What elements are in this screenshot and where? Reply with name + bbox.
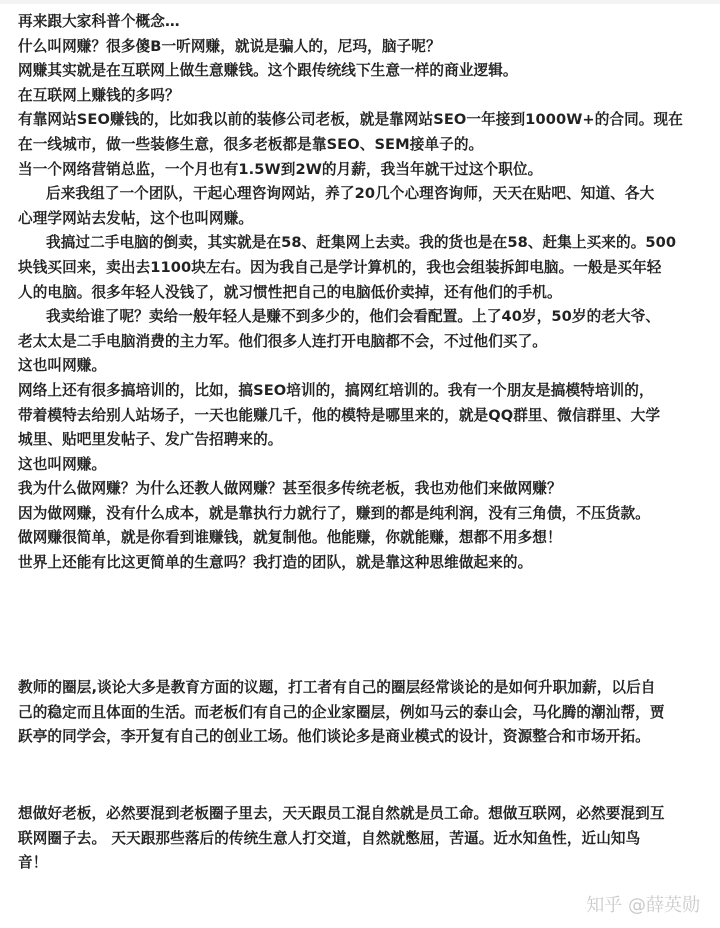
article-line: 联网圈子去。 天天跟那些落后的传统生意人打交道，自然就憋屈，苦逼。近水知鱼性，近山知鸟 bbox=[18, 829, 641, 847]
article-line: 己的稳定而且体面的生活。而老板们有自己的企业家圈层，例如马云的泰山会，马化腾的潮汕帮，贾 bbox=[18, 703, 665, 721]
article-line: 再来跟大家科普个概念… bbox=[18, 13, 180, 30]
article-line: 我搞过二手电脑的倒卖，其实就是在58、赶集网上去卖。我的货也是在58、赶集上买来的。500 bbox=[46, 234, 677, 252]
article-line: 在互联网上赚钱的多吗？ bbox=[18, 86, 180, 104]
article-line: 后来我组了一个团队，干起心理咨询网站，养了20几个心理咨询师，天天在贴吧、知道、各大 bbox=[46, 185, 655, 203]
article-section-1 bbox=[18, 10, 706, 576]
article-line: 这也叫网赚。 bbox=[18, 455, 107, 473]
article-line: 心理学网站去发帖，这个也叫网赚。 bbox=[18, 209, 254, 227]
article-line: 城里、贴吧里发帖子、发广告招聘来的。 bbox=[18, 431, 283, 449]
article-line: 因为做网赚，没有什么成本，就是靠执行力就行了，赚到的都是纯利润，没有三角债，不压货款。 bbox=[18, 504, 650, 522]
article-line: 人的电脑。很多年轻人没钱了，就习惯性把自己的电脑低价卖掉，还有他们的手机。 bbox=[18, 283, 562, 301]
article-line: 老太太是二手电脑消费的主力军。他们很多人连打开电脑都不会，不过他们买了。 bbox=[18, 332, 547, 350]
zhihu-watermark: 知乎 @薛英勋 bbox=[586, 895, 700, 916]
article-line: 网赚其实就是在互联网上做生意赚钱。这个跟传统线下生意一样的商业逻辑。 bbox=[18, 62, 518, 80]
article-section-3 bbox=[18, 802, 706, 876]
article-line: 带着模特去给别人站场子，一天也能赚几千，他的模特是哪里来的，就是QQ群里、微信群里、大学 bbox=[18, 406, 661, 424]
article-line: 这也叫网赚。 bbox=[18, 357, 107, 375]
article-line: 当一个网络营销总监，一个月也有1.5W到2W的月薪，我当年就干过这个职位。 bbox=[18, 160, 543, 178]
article-line: 教师的圈层,谈论大多是教育方面的议题，打工者有自己的圈层经常谈论的是如何升职加薪，以后自 bbox=[18, 679, 656, 696]
article-line: 音！ bbox=[18, 854, 48, 872]
article-line: 我卖给谁了呢？卖给一般年轻人是赚不到多少的，他们会看配置。上了40岁，50岁的老大爷、 bbox=[46, 308, 661, 326]
article-line: 跃亭的同学会，李开复有自己的创业工场。他们谈论多是商业模式的设计，资源整合和市场开拓。 bbox=[18, 728, 650, 746]
article-line: 块钱买回来，卖出去1100块左右。因为我自己是学计算机的，我也会组装拆卸电脑。一般是买年轻 bbox=[18, 258, 662, 276]
article-line: 世界上还能有比这更简单的生意吗？我打造的团队，就是靠这种思维做起来的。 bbox=[18, 554, 533, 572]
article-line: 我为什么做网赚？为什么还教人做网赚？甚至很多传统老板，我也劝他们来做网赚？ bbox=[18, 480, 562, 498]
article-line: 想做好老板，必然要混到老板圈子里去，天天跟员工混自然就是员工命。想做互联网，必然要混到互 bbox=[18, 805, 665, 822]
article-line: 在一线城市，做一些装修生意，很多老板都是靠SEO、SEM接单子的。 bbox=[18, 135, 484, 153]
top-border bbox=[0, 0, 720, 4]
article-line: 网络上还有很多搞培训的，比如，搞SEO培训的，搞网红培训的。我有一个朋友是搞模特培训的， bbox=[18, 381, 654, 399]
article-section-2 bbox=[18, 676, 706, 750]
article-line: 做网赚很简单，就是你看到谁赚钱，就复制他。他能赚，你就能赚，想都不用多想！ bbox=[18, 529, 562, 547]
article-line: 有靠网站SEO赚钱的，比如我以前的装修公司老板，就是靠网站SEO一年接到1000W+的合同。现在 bbox=[18, 111, 683, 129]
article-line: 什么叫网赚？很多傻B一听网赚，就说是骗人的，尼玛，脑子呢？ bbox=[18, 37, 441, 55]
